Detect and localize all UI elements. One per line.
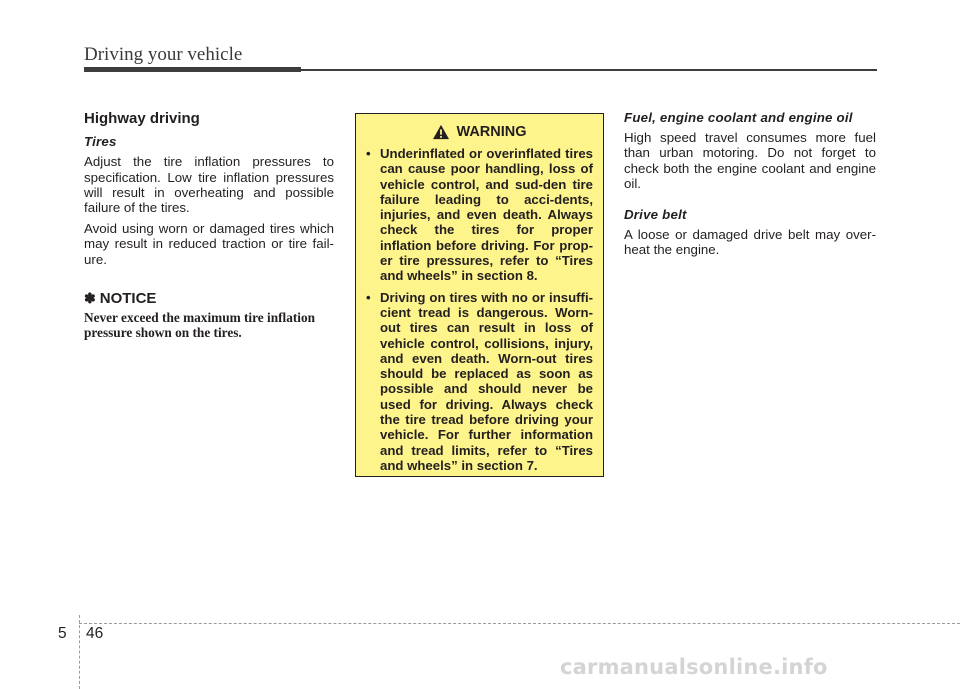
warning-item-text: Underinflated or overinflated tires can cause poor handling, loss of vehicle control, and sud-den tire failure leading to acci-dents, injuries, and even death. Always check the tires for proper inflation before driving. For prop-er tire pressures, refer to “Tires and wheels” in section 8. bbox=[380, 146, 593, 284]
tires-paragraph-1: Adjust the tire inflation pressures to specification. Low tire inflation pressures will result in overheating and possible failure of the tires. bbox=[84, 154, 334, 216]
footer-divider-horizontal bbox=[79, 623, 960, 624]
notice-title: NOTICE bbox=[99, 289, 157, 307]
page-header-title: Driving your vehicle bbox=[84, 44, 243, 65]
notice-heading bbox=[84, 291, 334, 306]
header-rule-thick bbox=[84, 67, 301, 72]
drive-belt-paragraph: A loose or damaged drive belt may over-heat the engine. bbox=[624, 227, 876, 258]
footer-divider-vertical bbox=[79, 615, 80, 689]
section-number: 5 bbox=[58, 625, 67, 642]
warning-triangle-icon bbox=[432, 124, 450, 140]
drive-belt-heading: Drive belt bbox=[624, 207, 687, 223]
notice-star-icon: ✽ bbox=[84, 289, 96, 306]
right-column bbox=[624, 110, 876, 264]
warning-list bbox=[366, 146, 593, 473]
warning-heading bbox=[366, 124, 593, 140]
warning-box bbox=[355, 113, 604, 477]
warning-item-text: Driving on tires with no or insuffi-cient tread is dangerous. Worn-out tires can result in loss of vehicle control, collisions, injury, and even death. Worn-out tires should be replaced as soon as possible and should never be used for driving. Always check the tire tread before driving your vehicle. For further information and tread limits, refer to “Tires and wheels” in section 7. bbox=[380, 289, 593, 473]
page-number: 46 bbox=[86, 625, 104, 642]
fuel-heading: Fuel, engine coolant and engine oil bbox=[624, 110, 853, 125]
tires-heading: Tires bbox=[84, 134, 117, 150]
warning-item: • Driving on tires with no or insuffi-cient tread is dangerous. Worn-out tires can result in loss of vehicle control, collisions, injury, and even death. Worn-out tires should be replaced as soon as possible and should never be used for driving. Always check the tire tread before driving your vehicle. For further information and tread limits, refer to “Tires and wheels” in section 7. bbox=[366, 289, 593, 473]
notice-text: Never exceed the maximum tire inflation pressure shown on the tires. bbox=[84, 310, 316, 341]
tires-paragraph-2: Avoid using worn or damaged tires which may result in reduced traction or tire fail-ure. bbox=[84, 221, 334, 267]
fuel-paragraph: High speed travel consumes more fuel than urban motoring. Do not forget to check both the engine coolant and engine oil. bbox=[624, 130, 876, 191]
watermark: carmanualsonline.info bbox=[560, 655, 828, 679]
warning-item: • Underinflated or overinflated tires can cause poor handling, loss of vehicle control, and sud-den tire failure leading to acci-dents, injuries, and even death. Always check the tires for proper inflation before driving. For prop-er tire pressures, refer to “Tires and wheels” in section 8. bbox=[366, 146, 593, 284]
header-rule-thin bbox=[301, 69, 877, 71]
section-title: Highway driving bbox=[84, 110, 200, 127]
left-column bbox=[84, 111, 334, 340]
warning-title: WARNING bbox=[456, 124, 527, 140]
